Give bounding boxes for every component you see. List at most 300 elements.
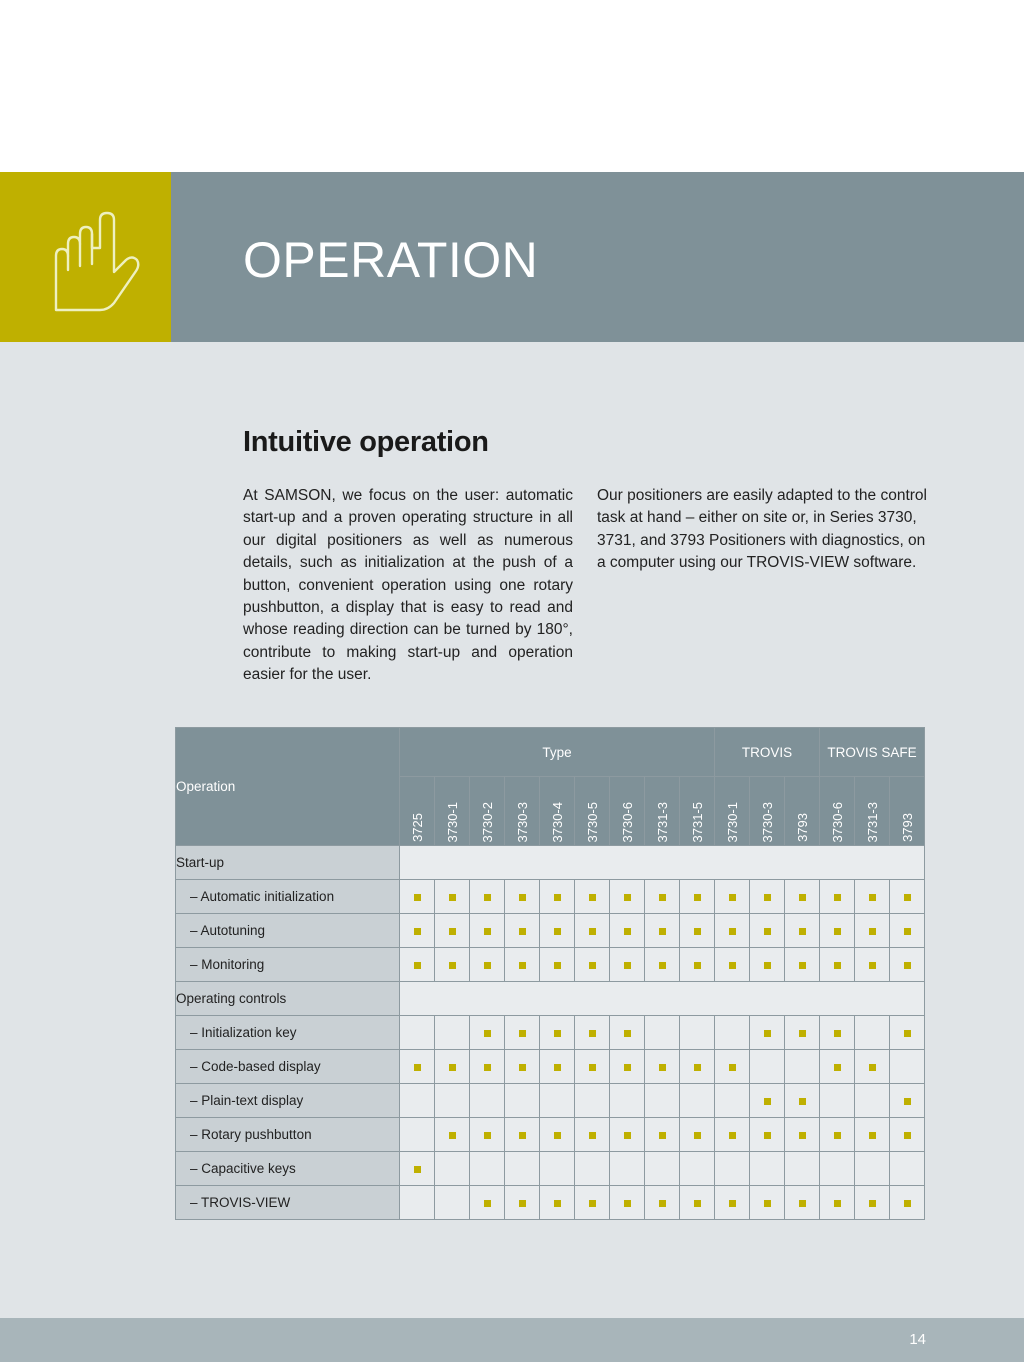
model-header <box>505 777 540 846</box>
feature-cell <box>435 1186 470 1220</box>
square-bullet-icon <box>834 1200 841 1207</box>
feature-cell <box>645 1016 680 1050</box>
table-row <box>176 1152 925 1186</box>
feature-cell <box>820 880 855 914</box>
feature-cell <box>855 1016 890 1050</box>
table-row <box>176 1118 925 1152</box>
square-bullet-icon <box>834 894 841 901</box>
square-bullet-icon <box>449 928 456 935</box>
square-bullet-icon <box>589 894 596 901</box>
intro-paragraph-right: Our positioners are easily adapted to the control task at hand – either on site or, in Series 3730, 3731, and 3793 Positioners with diagnostics, on a computer using our TROVIS-VIEW software. <box>597 487 927 572</box>
square-bullet-icon <box>449 1064 456 1071</box>
square-bullet-icon <box>554 1200 561 1207</box>
square-bullet-icon <box>484 1030 491 1037</box>
feature-cell <box>400 1084 435 1118</box>
feature-cell <box>610 1016 645 1050</box>
feature-label: – TROVIS-VIEW <box>176 1186 400 1220</box>
feature-cell <box>435 914 470 948</box>
feature-cell <box>505 914 540 948</box>
feature-cell <box>785 948 820 982</box>
feature-label: – Initialization key <box>176 1016 400 1050</box>
banner-title: OPERATION <box>243 232 539 288</box>
table-row <box>176 880 925 914</box>
feature-cell <box>645 1050 680 1084</box>
top-margin <box>0 0 1024 172</box>
feature-cell <box>645 1152 680 1186</box>
feature-cell <box>855 1152 890 1186</box>
feature-cell <box>400 1118 435 1152</box>
feature-cell <box>505 1084 540 1118</box>
feature-cell <box>855 914 890 948</box>
square-bullet-icon <box>659 1200 666 1207</box>
feature-cell <box>715 880 750 914</box>
feature-cell <box>715 948 750 982</box>
banner-icon-box <box>0 172 171 342</box>
square-bullet-icon <box>659 1132 666 1139</box>
feature-cell <box>785 880 820 914</box>
feature-cell <box>575 1152 610 1186</box>
square-bullet-icon <box>659 928 666 935</box>
feature-cell <box>715 1016 750 1050</box>
square-bullet-icon <box>554 1064 561 1071</box>
feature-cell <box>890 1186 925 1220</box>
feature-cell <box>645 880 680 914</box>
feature-cell <box>610 1186 645 1220</box>
feature-cell <box>540 914 575 948</box>
square-bullet-icon <box>414 928 421 935</box>
feature-cell <box>820 1050 855 1084</box>
square-bullet-icon <box>414 1064 421 1071</box>
feature-cell <box>680 1084 715 1118</box>
feature-cell <box>750 948 785 982</box>
feature-cell <box>680 1050 715 1084</box>
feature-cell <box>505 1152 540 1186</box>
model-label: 3793 <box>899 813 915 842</box>
section-label: Operating controls <box>176 982 400 1016</box>
group-header-trovis-safe: TROVIS SAFE <box>820 728 925 777</box>
square-bullet-icon <box>624 1200 631 1207</box>
feature-cell <box>505 1050 540 1084</box>
feature-cell <box>610 880 645 914</box>
model-label: 3793 <box>794 813 810 842</box>
model-label: 3730-6 <box>619 801 635 842</box>
square-bullet-icon <box>799 928 806 935</box>
feature-cell <box>400 1152 435 1186</box>
square-bullet-icon <box>834 1132 841 1139</box>
model-label: 3731-3 <box>654 801 670 842</box>
feature-cell <box>540 1050 575 1084</box>
feature-cell <box>540 1118 575 1152</box>
square-bullet-icon <box>624 1064 631 1071</box>
feature-cell <box>540 880 575 914</box>
feature-cell <box>645 1084 680 1118</box>
feature-cell <box>470 948 505 982</box>
square-bullet-icon <box>554 928 561 935</box>
square-bullet-icon <box>904 1030 911 1037</box>
square-bullet-icon <box>869 1200 876 1207</box>
square-bullet-icon <box>519 1030 526 1037</box>
feature-cell <box>750 914 785 948</box>
feature-cell <box>470 1050 505 1084</box>
feature-cell <box>715 914 750 948</box>
feature-cell <box>540 1152 575 1186</box>
feature-cell <box>400 1016 435 1050</box>
feature-cell <box>435 880 470 914</box>
feature-label: – Monitoring <box>176 948 400 982</box>
square-bullet-icon <box>729 1064 736 1071</box>
feature-cell <box>715 1186 750 1220</box>
feature-cell <box>750 1152 785 1186</box>
model-header <box>680 777 715 846</box>
table-row <box>176 914 925 948</box>
table-row <box>176 1016 925 1050</box>
square-bullet-icon <box>554 894 561 901</box>
feature-cell <box>435 1016 470 1050</box>
feature-cell <box>715 1050 750 1084</box>
feature-cell <box>470 1152 505 1186</box>
square-bullet-icon <box>869 894 876 901</box>
square-bullet-icon <box>799 1200 806 1207</box>
model-label: 3730-4 <box>549 801 565 842</box>
feature-label: – Plain-text display <box>176 1084 400 1118</box>
model-header <box>750 777 785 846</box>
feature-cell <box>785 1050 820 1084</box>
feature-cell <box>750 1084 785 1118</box>
feature-cell <box>575 948 610 982</box>
square-bullet-icon <box>414 1166 421 1173</box>
square-bullet-icon <box>764 1200 771 1207</box>
table-row <box>176 1050 925 1084</box>
feature-cell <box>785 1152 820 1186</box>
feature-cell <box>680 1186 715 1220</box>
model-label: 3730-5 <box>584 801 600 842</box>
feature-cell <box>890 880 925 914</box>
feature-cell <box>505 948 540 982</box>
square-bullet-icon <box>659 894 666 901</box>
feature-cell <box>575 1050 610 1084</box>
square-bullet-icon <box>519 894 526 901</box>
feature-cell <box>820 1152 855 1186</box>
feature-cell <box>750 1118 785 1152</box>
pointing-hand-icon <box>44 208 140 320</box>
feature-cell <box>575 1118 610 1152</box>
section-spacer-cell <box>400 846 925 880</box>
feature-cell <box>680 914 715 948</box>
feature-cell <box>680 1118 715 1152</box>
feature-cell <box>890 1050 925 1084</box>
feature-cell <box>890 948 925 982</box>
square-bullet-icon <box>519 962 526 969</box>
feature-cell <box>645 1186 680 1220</box>
feature-cell <box>435 1118 470 1152</box>
feature-cell <box>715 1084 750 1118</box>
square-bullet-icon <box>834 1064 841 1071</box>
feature-label: – Capacitive keys <box>176 1152 400 1186</box>
feature-cell <box>575 880 610 914</box>
feature-cell <box>715 1152 750 1186</box>
model-header <box>610 777 645 846</box>
feature-cell <box>610 1084 645 1118</box>
feature-cell <box>785 914 820 948</box>
square-bullet-icon <box>554 1132 561 1139</box>
feature-cell <box>470 1118 505 1152</box>
square-bullet-icon <box>869 962 876 969</box>
feature-cell <box>575 914 610 948</box>
square-bullet-icon <box>834 928 841 935</box>
square-bullet-icon <box>694 1200 701 1207</box>
feature-cell <box>470 880 505 914</box>
feature-cell <box>890 1152 925 1186</box>
square-bullet-icon <box>869 928 876 935</box>
square-bullet-icon <box>729 962 736 969</box>
feature-cell <box>435 1084 470 1118</box>
model-header <box>645 777 680 846</box>
feature-cell <box>435 1050 470 1084</box>
square-bullet-icon <box>764 1098 771 1105</box>
feature-cell <box>820 1084 855 1118</box>
square-bullet-icon <box>519 1200 526 1207</box>
square-bullet-icon <box>799 962 806 969</box>
square-bullet-icon <box>484 894 491 901</box>
square-bullet-icon <box>554 962 561 969</box>
square-bullet-icon <box>624 1030 631 1037</box>
square-bullet-icon <box>659 1064 666 1071</box>
square-bullet-icon <box>694 928 701 935</box>
operation-features-table <box>175 727 925 1220</box>
square-bullet-icon <box>449 894 456 901</box>
feature-cell <box>820 1016 855 1050</box>
square-bullet-icon <box>449 962 456 969</box>
square-bullet-icon <box>484 928 491 935</box>
square-bullet-icon <box>764 962 771 969</box>
feature-cell <box>400 914 435 948</box>
model-header <box>435 777 470 846</box>
feature-cell <box>680 880 715 914</box>
model-header <box>820 777 855 846</box>
feature-cell <box>855 1118 890 1152</box>
feature-cell <box>890 1016 925 1050</box>
feature-label: – Autotuning <box>176 914 400 948</box>
model-header <box>785 777 820 846</box>
table-body <box>176 846 925 1220</box>
feature-cell <box>855 880 890 914</box>
section-heading: Intuitive operation <box>243 426 489 458</box>
feature-cell <box>470 1084 505 1118</box>
square-bullet-icon <box>589 1132 596 1139</box>
feature-cell <box>855 1050 890 1084</box>
feature-cell <box>435 948 470 982</box>
square-bullet-icon <box>869 1132 876 1139</box>
square-bullet-icon <box>764 1030 771 1037</box>
square-bullet-icon <box>484 1132 491 1139</box>
feature-cell <box>890 1084 925 1118</box>
square-bullet-icon <box>589 1064 596 1071</box>
model-header <box>470 777 505 846</box>
feature-cell <box>750 880 785 914</box>
square-bullet-icon <box>764 894 771 901</box>
intro-paragraph-left: At SAMSON, we focus on the user: automatic start-up and a proven operating structure in all our digital positioners as well as numerous details, such as initialization at the push of a button, convenient operation using one rotary pushbutton, a display that is easy to read and whose reading direction can be turned by 180°, contribute to making start-up and operation easier for the user. <box>243 487 573 684</box>
square-bullet-icon <box>869 1064 876 1071</box>
feature-cell <box>540 1016 575 1050</box>
feature-cell <box>470 1186 505 1220</box>
content-area <box>0 342 1024 1318</box>
feature-cell <box>855 1186 890 1220</box>
feature-cell <box>610 1118 645 1152</box>
page-footer <box>0 1318 1024 1362</box>
feature-cell <box>610 1050 645 1084</box>
feature-cell <box>680 1016 715 1050</box>
model-header <box>715 777 750 846</box>
feature-cell <box>610 948 645 982</box>
group-header-type: Type <box>400 728 715 777</box>
model-header <box>400 777 435 846</box>
square-bullet-icon <box>729 894 736 901</box>
square-bullet-icon <box>799 1132 806 1139</box>
square-bullet-icon <box>904 1200 911 1207</box>
model-label: 3730-3 <box>514 801 530 842</box>
feature-cell <box>575 1084 610 1118</box>
feature-cell <box>505 1118 540 1152</box>
square-bullet-icon <box>764 928 771 935</box>
square-bullet-icon <box>484 962 491 969</box>
feature-cell <box>855 1084 890 1118</box>
feature-cell <box>470 1016 505 1050</box>
section-label: Start-up <box>176 846 400 880</box>
feature-cell <box>610 1152 645 1186</box>
square-bullet-icon <box>729 928 736 935</box>
feature-cell <box>785 1118 820 1152</box>
square-bullet-icon <box>729 1200 736 1207</box>
square-bullet-icon <box>694 962 701 969</box>
square-bullet-icon <box>589 1030 596 1037</box>
square-bullet-icon <box>414 962 421 969</box>
square-bullet-icon <box>659 962 666 969</box>
model-label: 3730-3 <box>759 801 775 842</box>
model-header <box>890 777 925 846</box>
model-header <box>575 777 610 846</box>
square-bullet-icon <box>589 928 596 935</box>
square-bullet-icon <box>799 894 806 901</box>
feature-cell <box>505 1186 540 1220</box>
feature-cell <box>785 1016 820 1050</box>
feature-cell <box>855 948 890 982</box>
feature-cell <box>575 1186 610 1220</box>
square-bullet-icon <box>764 1132 771 1139</box>
square-bullet-icon <box>694 1132 701 1139</box>
table-section-row <box>176 982 925 1016</box>
square-bullet-icon <box>554 1030 561 1037</box>
feature-label: – Rotary pushbutton <box>176 1118 400 1152</box>
square-bullet-icon <box>834 1030 841 1037</box>
feature-cell <box>890 1118 925 1152</box>
feature-cell <box>540 948 575 982</box>
square-bullet-icon <box>834 962 841 969</box>
feature-cell <box>435 1152 470 1186</box>
feature-cell <box>820 1118 855 1152</box>
section-banner <box>0 172 1024 342</box>
feature-label: – Automatic initialization <box>176 880 400 914</box>
feature-cell <box>505 1016 540 1050</box>
page-number: 14 <box>909 1331 926 1348</box>
model-header <box>855 777 890 846</box>
feature-cell <box>540 1186 575 1220</box>
square-bullet-icon <box>904 1098 911 1105</box>
feature-cell <box>890 914 925 948</box>
square-bullet-icon <box>799 1098 806 1105</box>
group-header-trovis: TROVIS <box>715 728 820 777</box>
table-row <box>176 1186 925 1220</box>
feature-cell <box>750 1186 785 1220</box>
feature-label: – Code-based display <box>176 1050 400 1084</box>
feature-cell <box>575 1016 610 1050</box>
square-bullet-icon <box>624 962 631 969</box>
feature-cell <box>645 948 680 982</box>
square-bullet-icon <box>904 894 911 901</box>
table-row <box>176 1084 925 1118</box>
feature-cell <box>505 880 540 914</box>
section-spacer-cell <box>400 982 925 1016</box>
square-bullet-icon <box>904 962 911 969</box>
model-label: 3730-1 <box>444 801 460 842</box>
square-bullet-icon <box>799 1030 806 1037</box>
square-bullet-icon <box>729 1132 736 1139</box>
feature-cell <box>610 914 645 948</box>
table-row <box>176 948 925 982</box>
model-label: 3731-5 <box>689 801 705 842</box>
feature-cell <box>400 1050 435 1084</box>
table-section-row <box>176 846 925 880</box>
feature-cell <box>820 914 855 948</box>
square-bullet-icon <box>904 1132 911 1139</box>
model-label: 3730-1 <box>724 801 740 842</box>
feature-cell <box>750 1050 785 1084</box>
feature-cell <box>820 948 855 982</box>
model-label: 3731-3 <box>864 801 880 842</box>
square-bullet-icon <box>484 1064 491 1071</box>
square-bullet-icon <box>519 928 526 935</box>
square-bullet-icon <box>694 894 701 901</box>
feature-cell <box>645 914 680 948</box>
square-bullet-icon <box>519 1132 526 1139</box>
model-label: 3730-6 <box>829 801 845 842</box>
feature-cell <box>785 1186 820 1220</box>
feature-cell <box>680 948 715 982</box>
feature-cell <box>715 1118 750 1152</box>
model-label: 3725 <box>409 813 425 842</box>
feature-cell <box>645 1118 680 1152</box>
square-bullet-icon <box>624 1132 631 1139</box>
square-bullet-icon <box>624 894 631 901</box>
feature-cell <box>400 1186 435 1220</box>
square-bullet-icon <box>414 894 421 901</box>
square-bullet-icon <box>904 928 911 935</box>
feature-cell <box>400 948 435 982</box>
feature-cell <box>540 1084 575 1118</box>
feature-cell <box>680 1152 715 1186</box>
feature-cell <box>400 880 435 914</box>
square-bullet-icon <box>589 962 596 969</box>
square-bullet-icon <box>624 928 631 935</box>
feature-cell <box>785 1084 820 1118</box>
model-header <box>540 777 575 846</box>
model-label: 3730-2 <box>479 801 495 842</box>
square-bullet-icon <box>519 1064 526 1071</box>
square-bullet-icon <box>694 1064 701 1071</box>
feature-cell <box>820 1186 855 1220</box>
square-bullet-icon <box>589 1200 596 1207</box>
feature-cell <box>470 914 505 948</box>
square-bullet-icon <box>449 1132 456 1139</box>
